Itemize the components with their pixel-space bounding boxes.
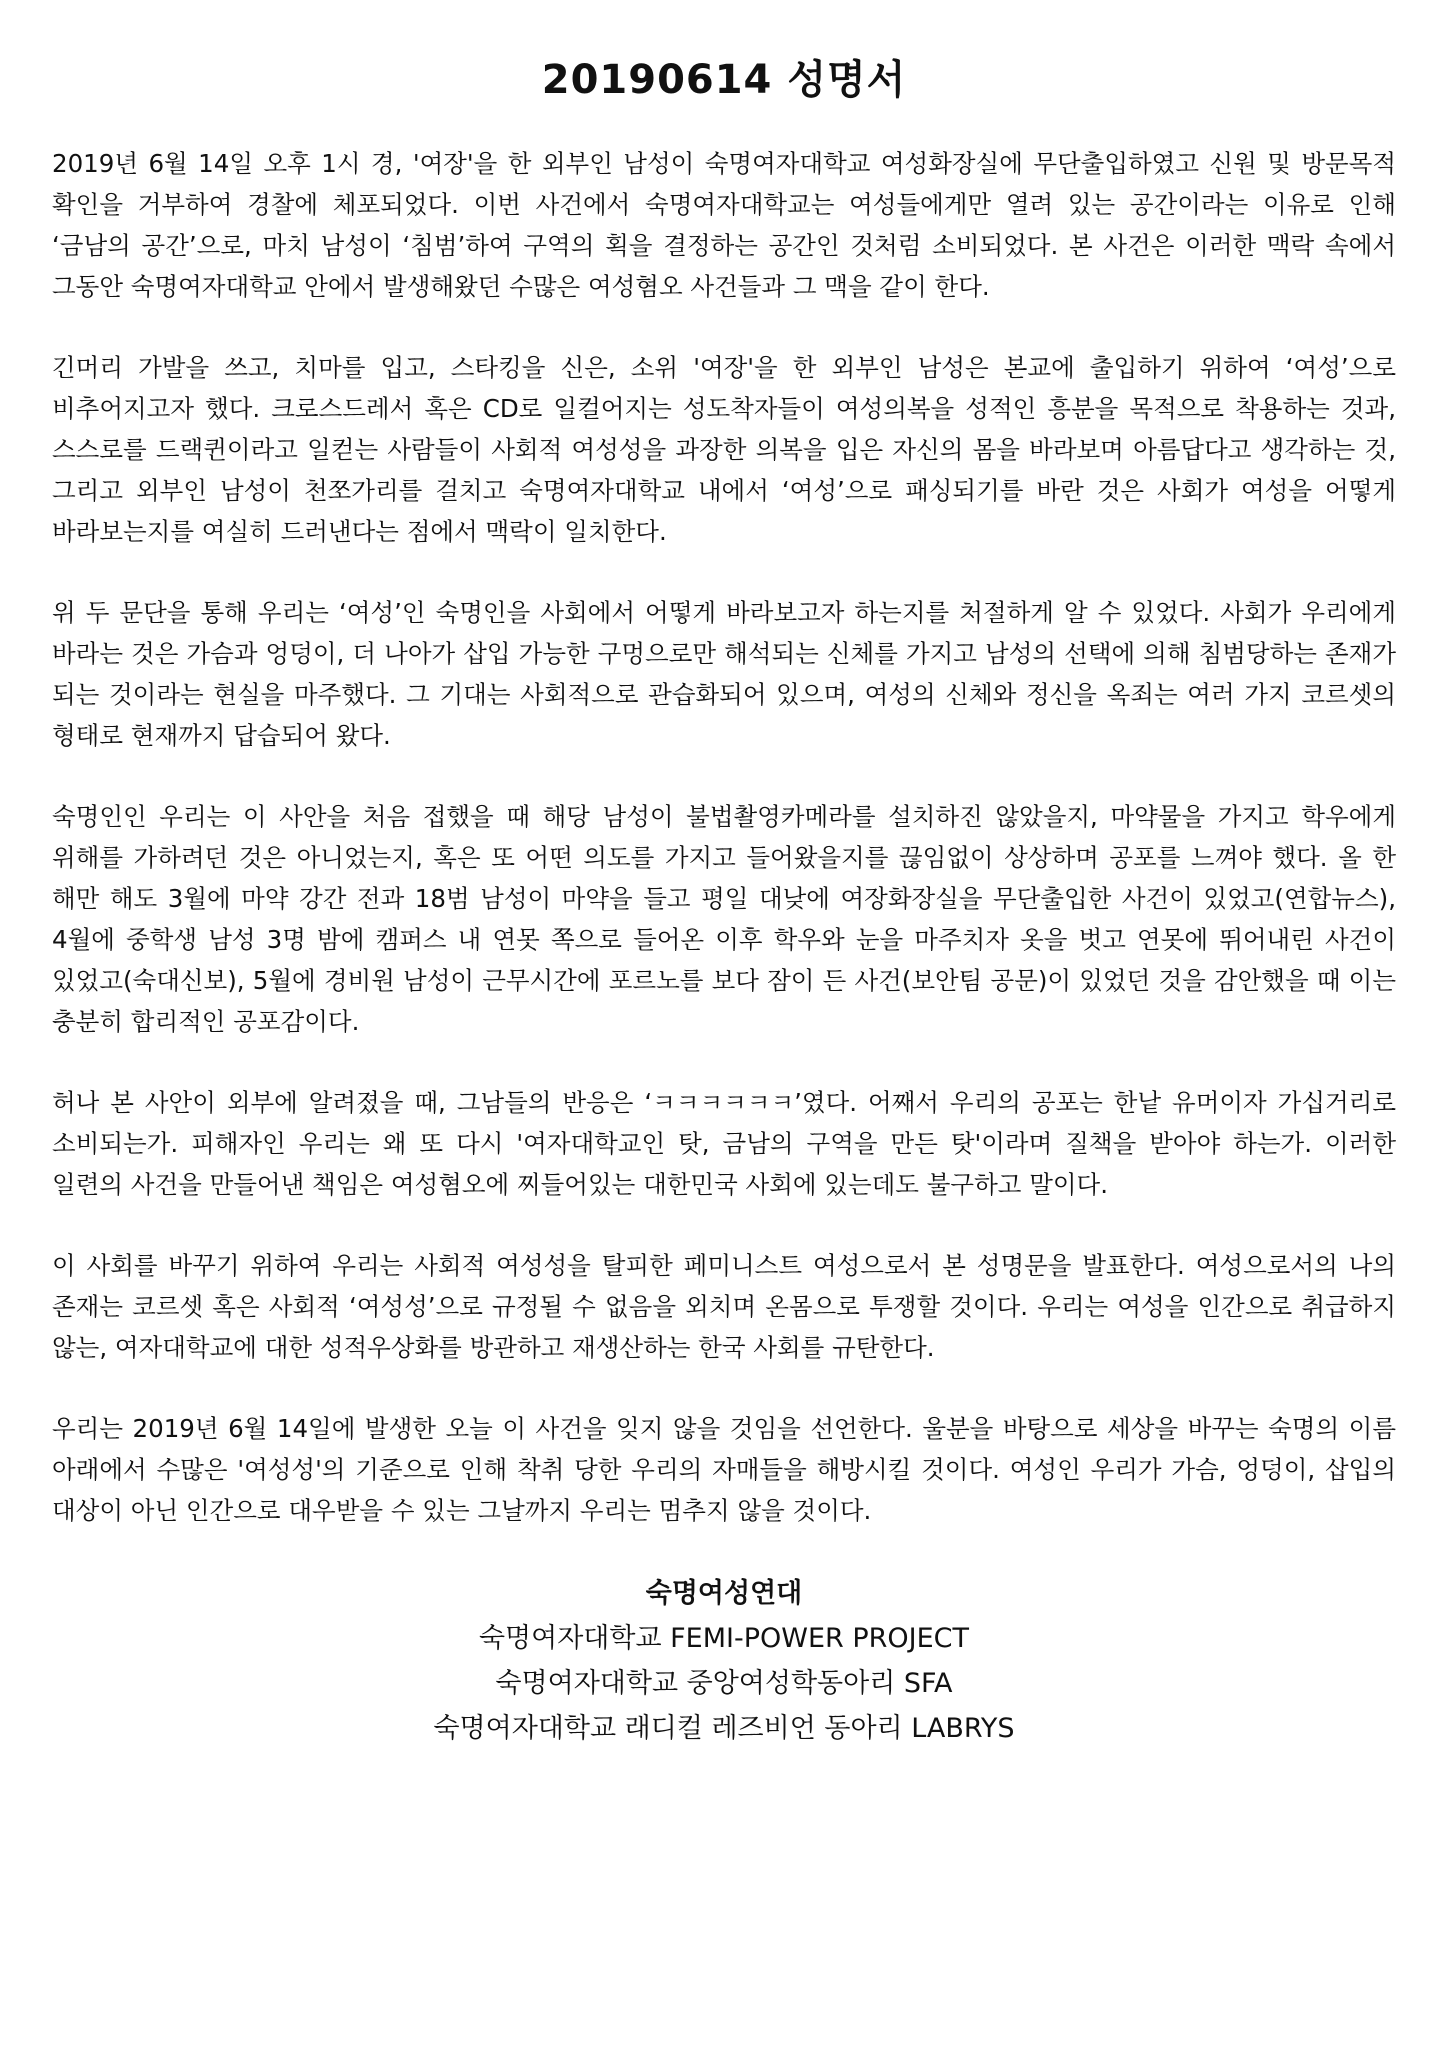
signature-org-3: 숙명여자대학교 래디컬 레즈비언 동아리 LABRYS	[433, 1713, 1015, 1744]
paragraph-5: 허나 본 사안이 외부에 알려졌을 때, 그남들의 반응은 ‘ㅋㅋㅋㅋㅋㅋ’였다. 어째서 우리의 공포는 한낱 유머이자 가십거리로 소비되는가. 피해자인 우리는 왜 또 다시 '여자대학교인 탓, 금남의 구역을 만든 탓'이라며 질책을 받아야 하는가. 이러한 일련의 사건을 만들어낸 책임은 여성혐오에 찌들어있는 대한민국 사회에 있는데도 불구하고 말이다.	[52, 1088, 1396, 1199]
paragraph-3: 위 두 문단을 통해 우리는 ‘여성’인 숙명인을 사회에서 어떻게 바라보고자 하는지를 처절하게 알 수 있었다. 사회가 우리에게 바라는 것은 가슴과 엉덩이, 더 나아가 삽입 가능한 구멍으로만 해석되는 신체를 가지고 남성의 선택에 의해 침범당하는 존재가 되는 것이라는 현실을 마주했다. 그 기대는 사회적으로 관습화되어 있으며, 여성의 신체와 정신을 옥죄는 여러 가지 코르셋의 형태로 현재까지 답습되어 왔다.	[52, 598, 1396, 750]
paragraph-7: 우리는 2019년 6월 14일에 발생한 오늘 이 사건을 잊지 않을 것임을 선언한다. 울분을 바탕으로 세상을 바꾸는 숙명의 이름 아래에서 수많은 '여성성'의 기준으로 인해 착취 당한 우리의 자매들을 해방시킬 것이다. 여성인 우리가 가슴, 엉덩이, 삽입의 대상이 아닌 인간으로 대우받을 수 있는 그날까지 우리는 멈추지 않을 것이다.	[52, 1414, 1396, 1525]
signature-block	[52, 1571, 1396, 1751]
paragraph-6: 이 사회를 바꾸기 위하여 우리는 사회적 여성성을 탈피한 페미니스트 여성으로서 본 성명문을 발표한다. 여성으로서의 나의 존재는 코르셋 혹은 사회적 ‘여성성’으로 규정될 수 없음을 외치며 온몸으로 투쟁할 것이다. 우리는 여성을 인간으로 취급하지 않는, 여자대학교에 대한 성적우상화를 방관하고 재생산하는 한국 사회를 규탄한다.	[52, 1251, 1396, 1362]
signature-org-2: 숙명여자대학교 중앙여성학동아리 SFA	[495, 1668, 953, 1699]
document-title: 20190614 성명서	[541, 57, 907, 103]
paragraph-2: 긴머리 가발을 쓰고, 치마를 입고, 스타킹을 신은, 소위 '여장'을 한 외부인 남성은 본교에 출입하기 위하여 ‘여성’으로 비추어지고자 했다. 크로스드레서 혹은 CD로 일컬어지는 성도착자들이 여성의복을 성적인 흥분을 목적으로 착용하는 것과, 스스로를 드랙퀸이라고 일컫는 사람들이 사회적 여성성을 과장한 의복을 입은 자신의 몸을 바라보며 아름답다고 생각하는 것, 그리고 외부인 남성이 천쪼가리를 걸치고 숙명여자대학교 내에서 ‘여성’으로 패싱되기를 바란 것은 사회가 여성을 어떻게 바라보는지를 여실히 드러낸다는 점에서 맥락이 일치한다.	[52, 353, 1396, 546]
signature-main-org: 숙명여성연대	[645, 1578, 803, 1609]
paragraph-1: 2019년 6월 14일 오후 1시 경, '여장'을 한 외부인 남성이 숙명여자대학교 여성화장실에 무단출입하였고 신원 및 방문목적 확인을 거부하여 경찰에 체포되었다. 이번 사건에서 숙명여자대학교는 여성들에게만 열려 있는 공간이라는 이유로 인해 ‘금남의 공간’으로, 마치 남성이 ‘침범’하여 구역의 획을 결정하는 공간인 것처럼 소비되었다. 본 사건은 이러한 맥락 속에서 그동안 숙명여자대학교 안에서 발생해왔던 수많은 여성혐오 사건들과 그 맥을 같이 한다.	[52, 149, 1396, 301]
signature-org-1: 숙명여자대학교 FEMI-POWER PROJECT	[478, 1623, 970, 1654]
paragraph-4: 숙명인인 우리는 이 사안을 처음 접했을 때 해당 남성이 불법촬영카메라를 설치하진 않았을지, 마약물을 가지고 학우에게 위해를 가하려던 것은 아니었는지, 혹은 또 어떤 의도를 가지고 들어왔을지를 끊임없이 상상하며 공포를 느껴야 했다. 올 한 해만 해도 3월에 마약 강간 전과 18범 남성이 마약을 들고 평일 대낮에 여장화장실을 무단출입한 사건이 있었고(연합뉴스), 4월에 중학생 남성 3명 밤에 캠퍼스 내 연못 쪽으로 들어온 이후 학우와 눈을 마주치자 옷을 벗고 연못에 뛰어내린 사건이 있었고(숙대신보), 5월에 경비원 남성이 근무시간에 포르노를 보다 잠이 든 사건(보안팀 공문)이 있었던 것을 감안했을 때 이는 충분히 합리적인 공포감이다.	[52, 802, 1396, 1036]
